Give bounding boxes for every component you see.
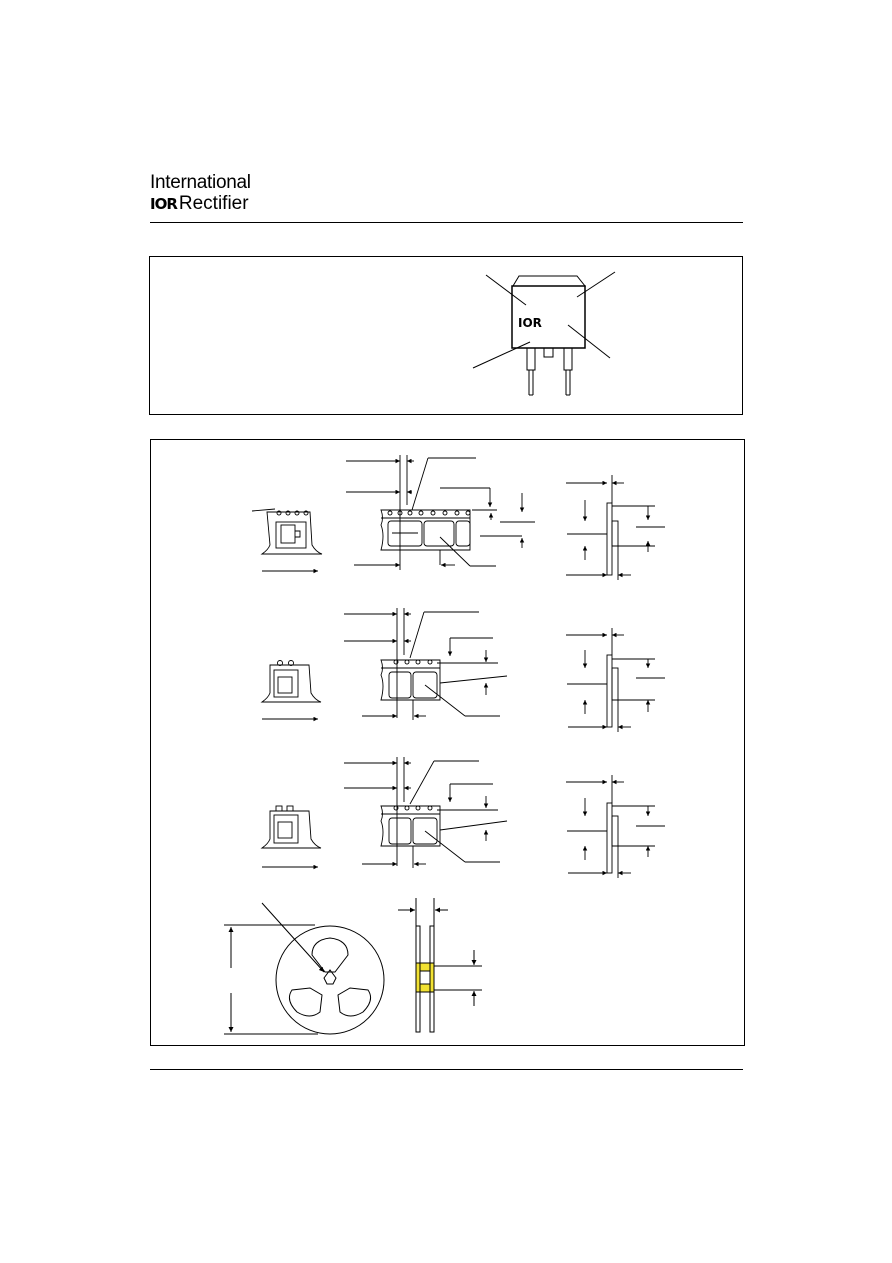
- package-logo-mark: IOR: [518, 316, 542, 330]
- tape-feed-diagram-icon: [252, 509, 322, 571]
- ior-logo-icon: IOR: [150, 195, 177, 213]
- to263-package-icon: [473, 272, 615, 395]
- reel-diagram-icon: [224, 898, 482, 1034]
- company-name-rectifier: Rectifier: [178, 193, 249, 214]
- company-name-line1: International: [150, 172, 251, 193]
